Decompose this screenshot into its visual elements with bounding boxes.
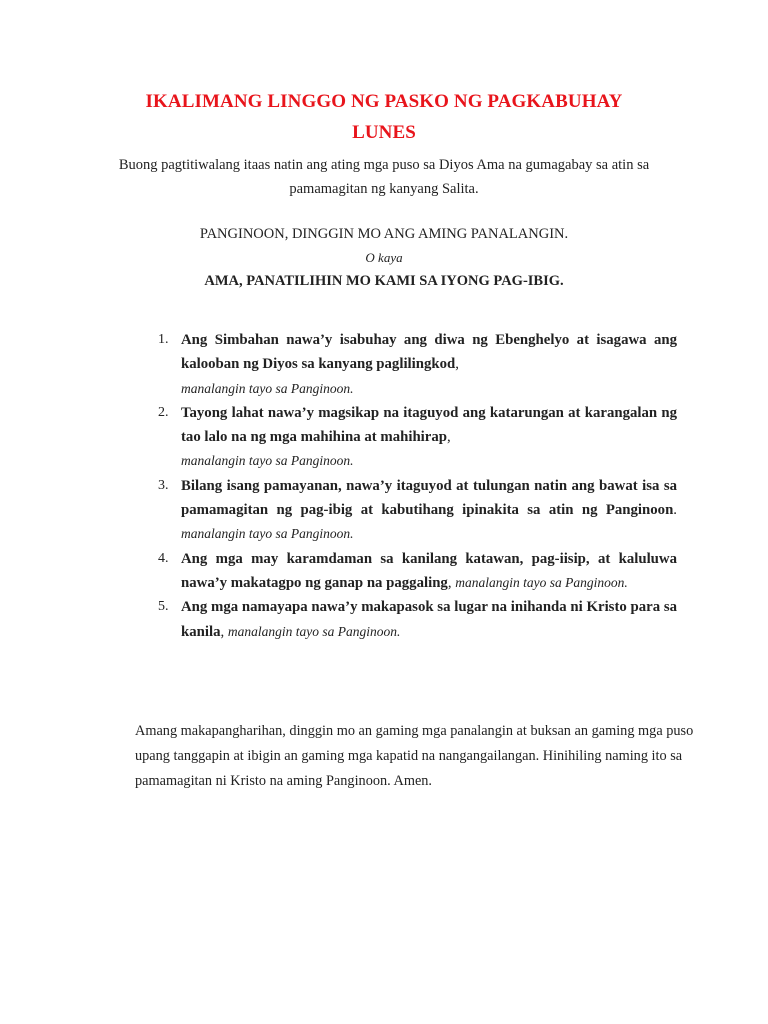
petition-body: Tayong lahat nawa’y magsikap na itaguyod ang katarungan at karangalan ng tao lalo na ng mga mahihina at mahihirap (181, 404, 677, 446)
petition-refrain: manalangin tayo sa Panginoon. (227, 623, 401, 639)
closing-prayer: Amang makapangharihan, dinggin mo an gaming mga panalangin at buksan an gaming mga puso upang tanggapin at ibigin an gaming mga kapatid na nangangailangan. Hinihiling naming ito sa pamamagitan ni Kristo na aming Panginoon. Amen. (135, 723, 694, 789)
petition-body: Ang Simbahan nawa’y isabuhay ang diwa ng Ebenghelyo at isagawa ang kalooban ng Diyos sa kanyang paglilingkod (181, 332, 677, 373)
petition-text (181, 401, 677, 474)
document-title: IKALIMANG LINGGO NG PASKO NG PAGKABUHAY (145, 91, 623, 112)
response-alternate: AMA, PANATILIHIN MO KAMI SA IYONG PAG-IBIG. (204, 273, 564, 289)
petition-number: 4. (158, 550, 169, 566)
petition-number: 1. (158, 332, 169, 347)
petition-text (181, 547, 677, 596)
petition-refrain: manalangin tayo sa Panginoon. (181, 380, 354, 396)
petition-refrain: manalangin tayo sa Panginoon. (181, 453, 354, 469)
intro-paragraph: Buong pagtitiwalang itaas natin ang ating mga puso sa Diyos Ama na gumagabay sa atin sa pamamagitan ng kanyang Salita. (118, 157, 650, 197)
petition-item (120, 474, 677, 547)
petition-separator: , (220, 623, 225, 640)
petition-body: Ang mga namayapa nawa’y makapasok sa lugar na inihanda ni Kristo para sa kanila (181, 599, 677, 640)
petition-item (120, 595, 677, 644)
petition-item (120, 328, 677, 401)
petition-text (181, 595, 677, 644)
response-alt-label: O kaya (365, 250, 403, 265)
petition-separator: , (447, 574, 452, 591)
petition-body: Bilang isang pamayanan, nawa’y itaguyod at tulungan natin ang bawat isa sa pamamagitan ng pag-ibig at kabutihang ipinakita sa atin ng Panginoon (181, 477, 677, 519)
petition-list (120, 328, 677, 644)
petition-text (181, 328, 677, 401)
document-subtitle: LUNES (352, 122, 416, 143)
petition-refrain: manalangin tayo sa Panginoon. (455, 574, 628, 590)
petition-number: 2. (158, 404, 169, 420)
petition-separator: , (455, 356, 459, 373)
response-primary: PANGINOON, DINGGIN MO ANG AMING PANALANGIN. (199, 226, 569, 242)
petition-separator: . (673, 502, 677, 519)
petition-text (181, 474, 677, 547)
petition-number: 5. (158, 599, 169, 615)
petition-item (120, 547, 677, 596)
petition-body: Ang mga may karamdaman sa kanilang katawan, pag-iisip, at kaluluwa nawa’y makatagpo ng ganap na paggaling (181, 550, 677, 591)
petition-refrain: manalangin tayo sa Panginoon. (181, 526, 354, 542)
petition-separator: , (446, 429, 451, 446)
petition-item (120, 401, 677, 474)
petition-number: 3. (158, 477, 169, 493)
